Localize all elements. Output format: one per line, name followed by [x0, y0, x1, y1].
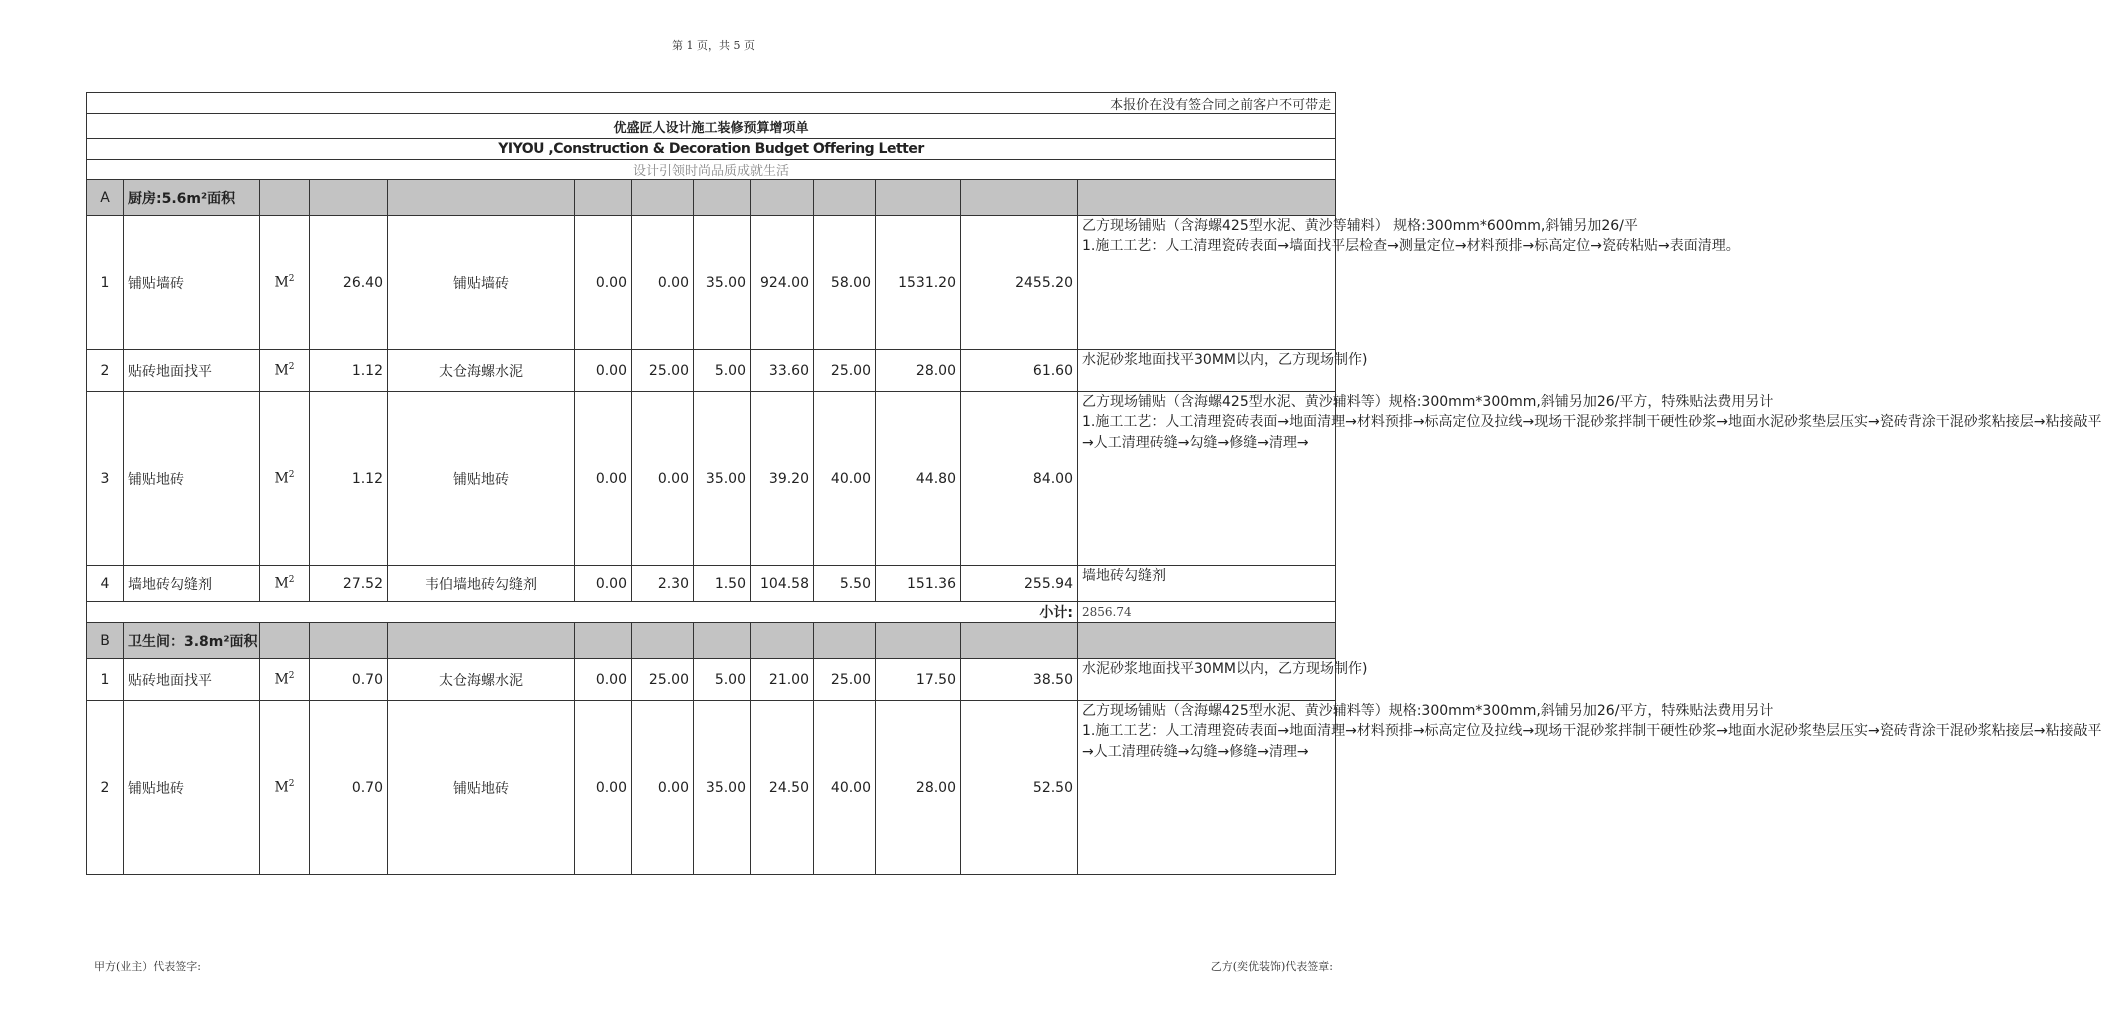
price-cell: 25.00 [814, 350, 876, 392]
unit-text: M [274, 470, 289, 487]
description-text: 水泥砂浆地面找平30MM以内，乙方现场制作) [1082, 661, 1368, 677]
row-number: 4 [87, 566, 124, 602]
unit [260, 216, 310, 350]
row-total: 38.50 [961, 659, 1078, 701]
quantity: 27.52 [310, 566, 388, 602]
price-cell: 151.36 [876, 566, 961, 602]
price-cell: 39.20 [751, 392, 814, 566]
price-cell: 104.58 [751, 566, 814, 602]
section-blank-cell [310, 180, 388, 216]
section-blank-cell [751, 180, 814, 216]
item-name: 墙地砖勾缝剂 [124, 566, 260, 602]
section-name: 卫生间：3.8m²面积 [124, 623, 260, 659]
section-blank-cell [961, 623, 1078, 659]
section-blank-cell [575, 623, 632, 659]
section-blank-cell [1078, 623, 1336, 659]
section-blank-cell [814, 180, 876, 216]
description-text: 乙方现场铺贴（含海螺425型水泥、黄沙等辅料） 规格:300mm*600mm,斜铺另加26/平 1.施工工艺：人工清理瓷砖表面→墙面找平层检查→测量定位→材料预排→标高定位→瓷砖粘贴→表面清理。 [1082, 218, 1740, 255]
description [1078, 216, 1740, 350]
price-cell: 35.00 [694, 701, 751, 875]
title-en-row [87, 139, 1336, 160]
quantity: 0.70 [310, 701, 388, 875]
unit-sup: 2 [288, 274, 295, 285]
price-cell: 0.00 [632, 701, 694, 875]
notice-text: 本报价在没有签合同之前客户不可带走 [87, 93, 1336, 114]
item-name: 贴砖地面找平 [124, 350, 260, 392]
row-total: 255.94 [961, 566, 1078, 602]
price-cell: 58.00 [814, 216, 876, 350]
section-blank-cell [632, 180, 694, 216]
row-number: 2 [87, 701, 124, 875]
price-cell: 0.00 [632, 216, 694, 350]
unit-sup: 2 [288, 362, 295, 373]
price-cell: 0.00 [575, 566, 632, 602]
price-cell: 21.00 [751, 659, 814, 701]
unit-sup: 2 [288, 779, 295, 790]
quantity: 1.12 [310, 350, 388, 392]
table-row [87, 566, 1336, 602]
material: 铺贴地砖 [388, 392, 575, 566]
price-cell: 17.50 [876, 659, 961, 701]
price-cell: 28.00 [876, 701, 961, 875]
item-name: 铺贴墙砖 [124, 216, 260, 350]
section-blank-cell [814, 623, 876, 659]
price-cell: 0.00 [575, 392, 632, 566]
description [1078, 566, 1336, 602]
row-total: 2455.20 [961, 216, 1078, 350]
section-header [87, 623, 1336, 659]
page-header: 第 1 页，共 5 页 [672, 39, 755, 52]
description-text: 水泥砂浆地面找平30MM以内，乙方现场制作) [1082, 352, 1368, 368]
unit [260, 350, 310, 392]
unit-text: M [274, 671, 289, 688]
title-en: YIYOU ,Construction & Decoration Budget Offering Letter [87, 139, 1336, 160]
price-cell: 924.00 [751, 216, 814, 350]
price-cell: 0.00 [575, 701, 632, 875]
price-cell: 5.00 [694, 659, 751, 701]
contractor-signature-label: 乙方(奕优装饰)代表签章: [1210, 960, 1333, 973]
slogan: 设计引领时尚品质成就生活 [87, 160, 1336, 180]
description-text: 墙地砖勾缝剂 [1082, 568, 1166, 584]
section-blank-cell [694, 623, 751, 659]
material: 太仓海螺水泥 [388, 659, 575, 701]
price-cell: 2.30 [632, 566, 694, 602]
price-cell: 5.50 [814, 566, 876, 602]
price-cell: 0.00 [575, 659, 632, 701]
material: 铺贴墙砖 [388, 216, 575, 350]
quantity: 1.12 [310, 392, 388, 566]
notice-row [87, 93, 1336, 114]
table-row [87, 701, 1336, 875]
unit [260, 701, 310, 875]
unit-text: M [274, 575, 289, 592]
section-blank-cell [388, 180, 575, 216]
item-name: 铺贴地砖 [124, 701, 260, 875]
section-name: 厨房:5.6m²面积 [124, 180, 260, 216]
description [1078, 392, 2101, 566]
title-row [87, 114, 1336, 139]
quantity: 0.70 [310, 659, 388, 701]
section-blank-cell [310, 623, 388, 659]
description [1078, 659, 1368, 701]
section-blank-cell [632, 623, 694, 659]
price-cell: 44.80 [876, 392, 961, 566]
price-cell: 25.00 [814, 659, 876, 701]
material: 韦伯墙地砖勾缝剂 [388, 566, 575, 602]
price-cell: 1.50 [694, 566, 751, 602]
unit-sup: 2 [288, 470, 295, 481]
description-text: 乙方现场铺贴（含海螺425型水泥、黄沙辅料等）规格:300mm*300mm,斜铺另加26/平方，特殊贴法费用另计 1.施工工艺：人工清理瓷砖表面→地面清理→材料预排→标高定位及拉线→现场干混砂浆拌制干硬性砂浆→地面水泥砂浆垫层压实→瓷砖背涂干混砂浆粘接层→粘接敲平 →人工清理砖缝→勾缝→修缝→清理→ [1082, 703, 2101, 760]
table-row [87, 659, 1336, 701]
slogan-row [87, 160, 1336, 180]
subtotal-value: 2856.74 [1078, 602, 1336, 623]
unit-text: M [274, 779, 289, 796]
price-cell: 1531.20 [876, 216, 961, 350]
price-cell: 24.50 [751, 701, 814, 875]
section-blank-cell [961, 180, 1078, 216]
item-name: 贴砖地面找平 [124, 659, 260, 701]
section-blank-cell [876, 623, 961, 659]
row-total: 61.60 [961, 350, 1078, 392]
price-cell: 28.00 [876, 350, 961, 392]
unit-text: M [274, 362, 289, 379]
section-header [87, 180, 1336, 216]
budget-sheet [86, 92, 2101, 875]
row-number: 3 [87, 392, 124, 566]
subtotal-label: 小计: [87, 602, 1078, 623]
unit-text: M [274, 274, 289, 291]
description [1078, 701, 2101, 875]
subtotal-row [87, 602, 1336, 623]
title-cn: 优盛匠人设计施工装修预算增项单 [87, 114, 1336, 139]
quantity: 26.40 [310, 216, 388, 350]
unit-sup: 2 [288, 671, 295, 682]
table-row [87, 216, 1336, 350]
section-blank-cell [575, 180, 632, 216]
price-cell: 0.00 [575, 216, 632, 350]
section-blank-cell [260, 180, 310, 216]
material: 太仓海螺水泥 [388, 350, 575, 392]
row-number: 2 [87, 350, 124, 392]
owner-signature-label: 甲方(业主）代表签字: [94, 960, 201, 973]
row-total: 52.50 [961, 701, 1078, 875]
price-cell: 35.00 [694, 216, 751, 350]
row-number: 1 [87, 216, 124, 350]
price-cell: 40.00 [814, 701, 876, 875]
budget-table [86, 92, 2101, 875]
unit [260, 659, 310, 701]
section-blank-cell [388, 623, 575, 659]
section-code: A [87, 180, 124, 216]
section-blank-cell [751, 623, 814, 659]
price-cell: 0.00 [632, 392, 694, 566]
unit [260, 392, 310, 566]
unit-sup: 2 [288, 575, 295, 586]
price-cell: 25.00 [632, 659, 694, 701]
section-blank-cell [260, 623, 310, 659]
section-code: B [87, 623, 124, 659]
item-name: 铺贴地砖 [124, 392, 260, 566]
description [1078, 350, 1368, 392]
price-cell: 33.60 [751, 350, 814, 392]
price-cell: 40.00 [814, 392, 876, 566]
price-cell: 35.00 [694, 392, 751, 566]
table-row [87, 350, 1336, 392]
price-cell: 25.00 [632, 350, 694, 392]
price-cell: 5.00 [694, 350, 751, 392]
unit [260, 566, 310, 602]
section-blank-cell [1078, 180, 1336, 216]
section-blank-cell [876, 180, 961, 216]
table-row [87, 392, 1336, 566]
row-number: 1 [87, 659, 124, 701]
description-text: 乙方现场铺贴（含海螺425型水泥、黄沙辅料等）规格:300mm*300mm,斜铺另加26/平方，特殊贴法费用另计 1.施工工艺：人工清理瓷砖表面→地面清理→材料预排→标高定位及拉线→现场干混砂浆拌制干硬性砂浆→地面水泥砂浆垫层压实→瓷砖背涂干混砂浆粘接层→粘接敲平 →人工清理砖缝→勾缝→修缝→清理→ [1082, 394, 2101, 451]
price-cell: 0.00 [575, 350, 632, 392]
row-total: 84.00 [961, 392, 1078, 566]
section-blank-cell [694, 180, 751, 216]
material: 铺贴地砖 [388, 701, 575, 875]
